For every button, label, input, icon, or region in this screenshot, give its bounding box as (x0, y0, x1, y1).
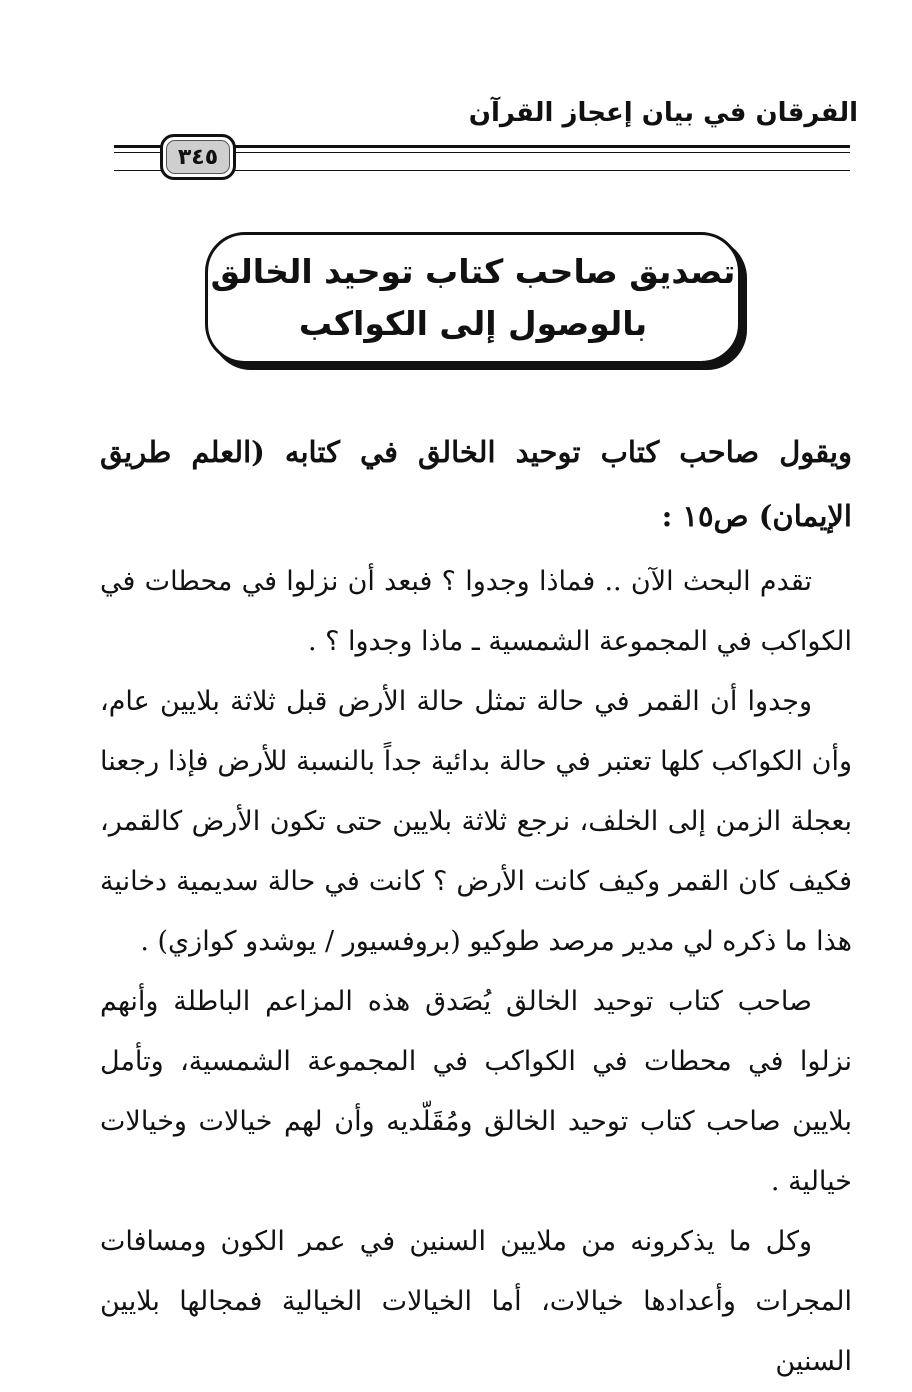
paragraph: تقدم البحث الآن .. فماذا وجدوا ؟ فبعد أن نزلوا في محطات في الكواكب في المجموعة الشمسية ـ ماذا وجدوا ؟ . (100, 566, 852, 657)
section-title-line-1: تصديق صاحب كتاب توحيد الخالق (210, 252, 736, 291)
paragraph: وجدوا أن القمر في حالة تمثل حالة الأرض قبل ثلاثة بلايين عام، وأن الكواكب كلها تعتبر في حالة بدائية جداً بالنسبة للأرض فإذا رجعنا بعجلة الزمن إلى الخلف، نرجع ثلاثة بلايين حتى تكون الأرض كالقمر، فكيف كان القمر وكيف كانت الأرض ؟ كانت في حالة سديمية دخانية هذا ما ذكره لي مدير مرصد طوكيو (بروفسيور / يوشدو كوازي) . (100, 686, 852, 957)
paragraph-intro: ويقول صاحب كتاب توحيد الخالق في كتابه (العلم طريق الإيمان) ص١٥ : (100, 435, 852, 533)
page-number: ٣٤٥ (166, 140, 230, 174)
paragraph: صاحب كتاب توحيد الخالق يُصَدق هذه المزاعم الباطلة وأنهم نزلوا في محطات في الكواكب في المجموعة الشمسية، وتأمل بلايين صاحب كتاب توحيد الخالق ومُقَلّديه وأن لهم خيالات وخيالات خيالية . (100, 986, 852, 1197)
page-number-badge (160, 134, 236, 180)
section-title-line-2: بالوصول إلى الكواكب (298, 304, 648, 343)
running-header-book-title: الفرقان في بيان إعجاز القرآن (468, 98, 858, 128)
paragraph: وكل ما يذكرونه من ملايين السنين في عمر الكون ومسافات المجرات وأعدادها خيالات، أما الخيالات الخيالية فمجالها بلايين السنين (100, 1226, 852, 1377)
section-title-box (205, 232, 741, 364)
body-text (100, 420, 852, 1392)
